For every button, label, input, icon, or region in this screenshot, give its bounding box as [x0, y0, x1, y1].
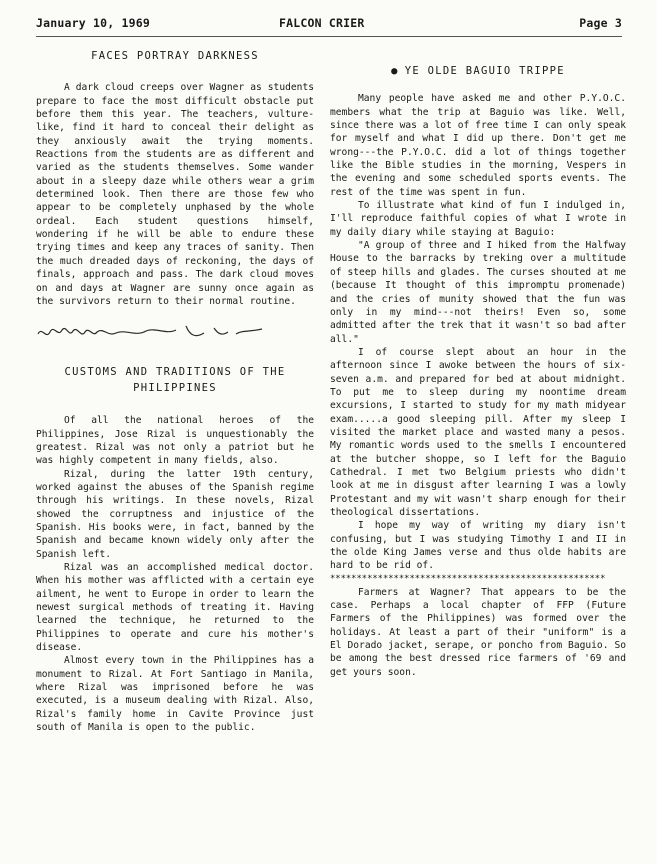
article-paragraph: Many people have asked me and other P.Y.O.C. members what the trip at Baguio was like. Well, since there was a lot of free time I can only speak for myself and what I did up there. Don't get me wrong---the P.Y.O.C. did a lot of things together like the Bible studies in the morning, Vespers in the evening and some scheduled sports events. The rest of the time was spent in fun. [330, 93, 626, 198]
asterisk-divider: **************************************************** [330, 573, 606, 584]
newspaper-name: FALCON CRIER [279, 16, 365, 30]
header-rule [36, 36, 622, 37]
article-paragraph: Rizal was an accomplished medical doctor. When his mother was afflicted with a certain eye ailment, he went to Europe in order to learn the newest surgical methods of treating it. Having learned the technique, he returned to the Philippines to operate and cure his mother's disease. [36, 561, 314, 654]
article-title-text: YE OLDE BAGUIO TRIPPE [404, 65, 565, 77]
article-paragraph: Almost every town in the Philippines has a monument to Rizal. At Fort Santiago in Manila, where Rizal was imprisoned before he was executed, is a museum dealing with Rizal. Also, Rizal's family home in Cavite Province just south of Manila is open to the public. [36, 655, 314, 734]
page-number: Page 3 [579, 16, 622, 30]
article-paragraph: A dark cloud creeps over Wagner as students prepare to face the most difficult obstacle put before them this year. The teachers, vulture-like, find it hard to conceal their delight as they anxiously await the trying moments. Reactions from the students are as different and varied as the students themselves. Some wander about in a sleepy daze while others wear a grim determined look. Then there are those few who appear to be completely unphased by the whole ordeal. Each student questions himself, wondering if he will be able to endure these trying times and keep any traces of sanity. Then the much dreaded days of reckoning, the days of finals, approach and pass. The dark cloud moves on and days at Wagner are sunny once again as the survivors return to their normal routine. [36, 82, 314, 307]
article-paragraph: I of course slept about an hour in the afternoon since I awoke between the hours of six-seven a.m. and prepared for bed at about midnight. To put me to sleep during my noontime dream excursions, I started to study for my math midyear exam.....a good sleeping pill. After my sleep I visited the market place and wasted many a pesos. My romantic words used to the smells I encountered at the butcher shoppe, so I left for the Baguio Cathedral. I met two Belgium priests who didn't look at me in disgust after learning I was a lowly Protestant and my wit wasn't sharp enough for their theological dissertations. [330, 346, 626, 518]
handwritten-scribble [36, 320, 266, 342]
article-paragraph: Farmers at Wagner? That appears to be the case. Perhaps a local chapter of FFP (Future Farmers of the Philippines) was formed over the holidays. At least a part of their "uniform" is a El Dorado jacket, serape, or poncho from Baguio. So be among the best dressed rice farmers of '69 and get yours soon. [330, 586, 626, 678]
article-paragraph: Of all the national heroes of the Philippines, Jose Rizal is unquestionably the greatest. Rizal was not only a patriot but he was highly competent in many fields, also. [36, 415, 314, 467]
article-paragraph: To illustrate what kind of fun I indulged in, I'll reproduce faithful copies of what I wrote in my daily diary while staying at Baguio: [330, 200, 626, 238]
article-title-faces: FACES PORTRAY DARKNESS [91, 50, 259, 62]
page-header [36, 16, 622, 36]
article-title-baguio [330, 65, 626, 78]
article-paragraph: "A group of three and I hiked from the Halfway House to the barracks by treking over a multitude of steep hills and glades. The curses shouted at me (because It thought of this impromptu promenade) and the cries of munity showed that the fun was only in my mind---not theirs! Even so, some admitted after the trek that it wasn't so bad after all." [330, 240, 626, 345]
article-paragraph: I hope my way of writing my diary isn't confusing, but I was studying Timothy I and II in the olde King James verse and thus olde habits are hard to be rid of. [330, 520, 626, 572]
issue-date: January 10, 1969 [36, 16, 150, 30]
right-column [330, 65, 626, 679]
bullet-icon: ● [391, 65, 399, 77]
article-title-customs: CUSTOMS AND TRADITIONS OF THE PHILIPPINES [64, 366, 286, 395]
article-paragraph: Rizal, during the latter 19th century, worked against the abuses of the Spanish regime through his writings. In these novels, Rizal showed the corruptness and injustice of the Spanish. His books were, in fact, banned by the Spanish and became known widely only after the Spanish left. [36, 468, 314, 560]
left-column [36, 50, 314, 734]
